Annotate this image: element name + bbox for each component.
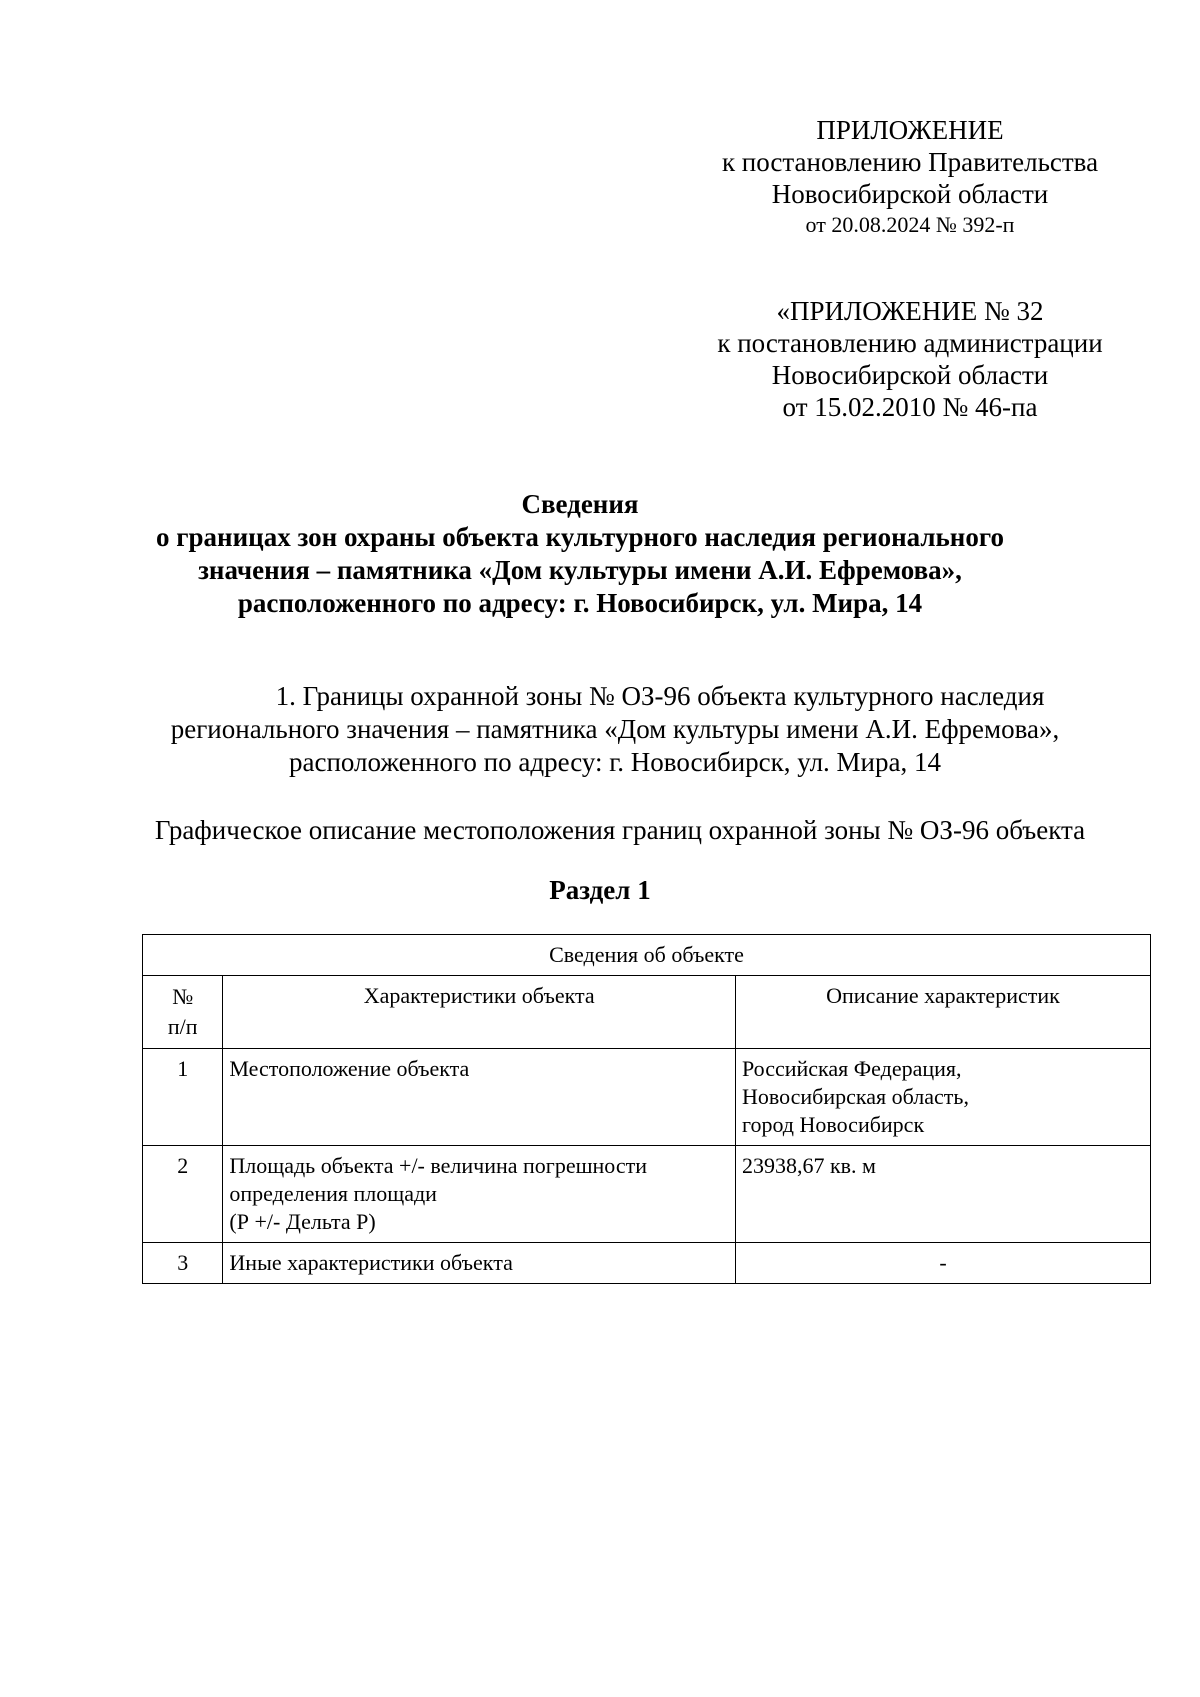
header-number-sign: № [172,984,194,1009]
header-number [143,976,223,1049]
characteristic-line: Местоположение объекта [229,1056,470,1081]
appendix-date-number: от 15.02.2010 № 46-па [782,392,1038,422]
appendix-region-line: Новосибирской области [771,360,1049,390]
header-number-pp: п/п [167,1014,198,1039]
appendix-date-number: от 20.08.2024 № 392-п [805,212,1015,237]
table-caption-row [143,935,1151,976]
header-characteristics: Характеристики объекта [223,976,736,1049]
header-description: Описание характеристик [735,976,1150,1049]
row-number: 2 [143,1146,223,1243]
characteristic-line: Площадь объекта +/- величина погрешности [229,1153,648,1178]
title-line: значения – памятника «Дом культуры имени А.И. Ефремова», [198,555,962,585]
characteristic-line: определения площади [229,1181,437,1206]
row-description [735,1146,1150,1243]
table-row [143,1243,1151,1284]
row-number: 1 [143,1049,223,1146]
description-line: город Новосибирск [741,1112,925,1137]
appendix-header-current [700,114,1120,240]
description-line: Новосибирская область, [741,1084,969,1109]
graphic-description-heading: Графическое описание местоположения границ охранной зоны № ОЗ-96 объекта [154,815,1086,845]
row-description: - [735,1243,1150,1284]
description-line: Российская Федерация, [741,1056,962,1081]
appendix-header-original [700,295,1120,423]
description-line: 23938,67 кв. м [741,1153,876,1178]
document-title [130,488,1030,620]
title-line: расположенного по адресу: г. Новосибирск, ул. Мира, 14 [237,588,923,618]
appendix-resolution-line: к постановлению Правительства [721,147,1099,177]
section-heading-line: 1. Границы охранной зоны № ОЗ-96 объекта культурного наследия [275,681,1045,711]
appendix-resolution-line: к постановлению администрации [717,328,1103,358]
appendix-title: «ПРИЛОЖЕНИЕ № 32 [776,296,1044,326]
row-description [735,1049,1150,1146]
characteristic-line: Иные характеристики объекта [229,1250,513,1275]
section-heading-line: расположенного по адресу: г. Новосибирск, ул. Мира, 14 [288,747,941,777]
title-line: о границах зон охраны объекта культурного наследия регионального [156,522,1004,552]
appendix-region-line: Новосибирской области [771,179,1049,209]
table-caption: Сведения об объекте [143,935,1151,976]
row-number: 3 [143,1243,223,1284]
table-header-row [143,976,1151,1049]
title-line: Сведения [521,489,639,519]
row-characteristic [223,1243,736,1284]
appendix-title: ПРИЛОЖЕНИЕ [816,115,1004,145]
razdel-heading: Раздел 1 [549,875,651,905]
table-row [143,1049,1151,1146]
row-characteristic [223,1049,736,1146]
section-heading-line: регионального значения – памятника «Дом культуры имени А.И. Ефремова», [170,714,1060,744]
section-1-heading [120,680,1110,779]
characteristic-line: (Р +/- Дельта Р) [229,1209,376,1234]
table-row [143,1146,1151,1243]
row-characteristic [223,1146,736,1243]
object-info-table [142,934,1151,1284]
